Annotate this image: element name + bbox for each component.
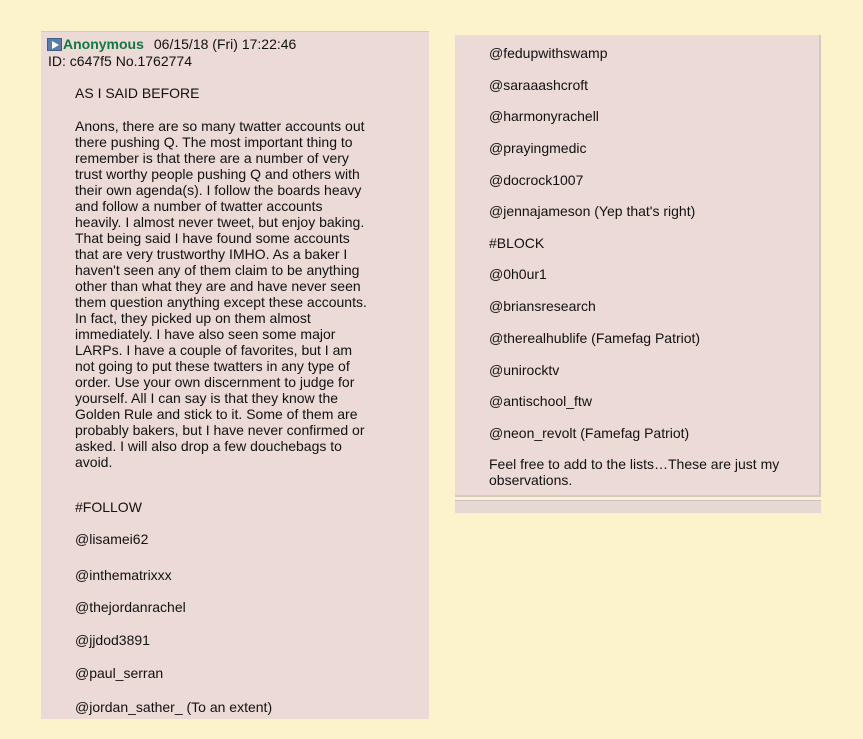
body-line: haven't seen any of them claim to be anything [75,262,360,278]
block-item: @neon_revolt (Famefag Patriot) [489,425,690,441]
body-line: there pushing Q. The most important thing to [75,134,353,150]
poster-name: Anonymous [63,36,144,52]
body-line: Anons, there are so many twatter accounts out [75,118,365,134]
play-icon[interactable] [47,38,62,51]
follow-heading: #FOLLOW [75,499,142,515]
follow-item: @harmonyrachell [489,108,599,124]
post-heading: AS I SAID BEFORE [75,85,200,101]
block-item: @therealhublife (Famefag Patriot) [489,330,701,346]
follow-item: @jjdod3891 [75,632,150,648]
footer-line: Feel free to add to the lists…These are just my [489,456,780,472]
follow-item: @paul_serran [75,665,164,681]
follow-item: @inthematrixxx [75,567,172,583]
body-line: avoid. [75,454,113,470]
block-item: @briansresearch [489,298,596,314]
follow-item: @docrock1007 [489,172,584,188]
follow-item: @jennajameson (Yep that's right) [489,203,696,219]
next-post-edge [455,500,821,513]
post-id[interactable]: ID: c647f5 No.1762774 [48,53,192,69]
body-line: asked. I will also drop a few douchebags to [75,438,342,454]
body-line: order. Use your own discernment to judge for [75,374,355,390]
body-line: That being said I have found some accounts [75,230,350,246]
body-line: them question anything except these accounts. [75,294,367,310]
post-panel-right [455,35,821,497]
follow-item: @jordan_sather_ (To an extent) [75,699,273,715]
footer-line: observations. [489,472,573,488]
post-date: 06/15/18 (Fri) 17:22:46 [153,36,297,52]
block-item: @antischool_ftw [489,393,592,409]
body-line: LARPs. I have a couple of favorites, but I am [75,342,353,358]
body-line: yourself. All I can say is that they know the [75,390,339,406]
body-line: and follow a number of twatter accounts [75,198,323,214]
body-line: Golden Rule and stick to it. Some of them are [75,406,358,422]
follow-item: @saraaashcroft [489,77,589,93]
body-line: heavily. I almost never tweet, but enjoy baking. [75,214,365,230]
block-item: @unirocktv [489,362,560,378]
post-body [75,118,385,470]
body-line: that are very trustworthy IMHO. As a baker I [75,246,348,262]
body-line: other than what they are and have never seen [75,278,361,294]
post-panel-left [41,31,429,719]
follow-item: @lisamei62 [75,531,149,547]
body-line: In fact, they picked up on them almost [75,310,311,326]
follow-item: @fedupwithswamp [489,45,608,61]
follow-item: @thejordanrachel [75,599,186,615]
post-footer [489,456,809,488]
body-line: immediately. I have also seen some major [75,326,336,342]
follow-item: @prayingmedic [489,140,587,156]
body-line: probably bakers, but I have never confirmed or [75,422,365,438]
block-heading: #BLOCK [489,235,545,251]
body-line: trust worthy people pushing Q and others with [75,166,360,182]
post-header [47,36,296,52]
body-line: their own agenda(s). I follow the boards heavy [75,182,362,198]
body-line: not going to put these twatters in any type of [75,358,350,374]
block-item: @0h0ur1 [489,266,547,282]
body-line: remember is that there are a number of very [75,150,349,166]
